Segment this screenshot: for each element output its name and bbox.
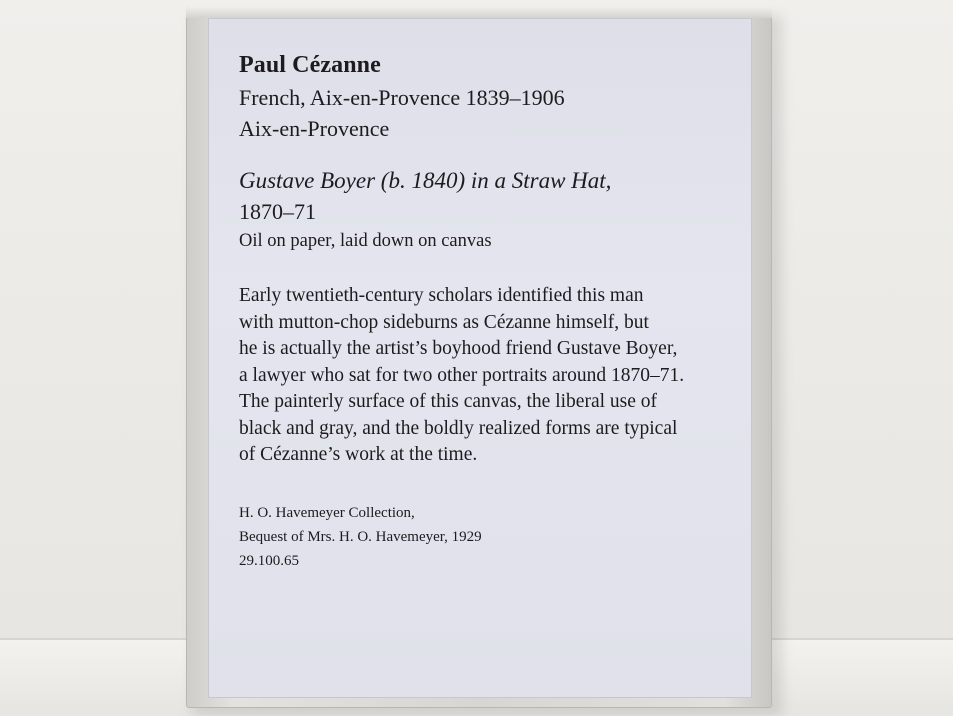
artwork-date: 1870–71 bbox=[239, 199, 316, 224]
description-line: The painterly surface of this canvas, the liberal use of bbox=[239, 391, 658, 412]
description-line: Early twentieth-century scholars identified this man bbox=[239, 285, 644, 306]
label-frame-top-edge bbox=[186, 6, 772, 18]
description-line: a lawyer who sat for two other portraits around 1870–71. bbox=[239, 364, 685, 386]
accession-number: 29.100.65 bbox=[239, 553, 299, 569]
description-line: black and gray, and the boldly realized forms are typical bbox=[239, 417, 678, 439]
museum-label-card bbox=[208, 18, 752, 698]
credit-collection: H. O. Havemeyer Collection, bbox=[239, 505, 415, 521]
artwork-place: Aix-en-Provence bbox=[239, 116, 390, 141]
artist-nationality: French, Aix-en-Provence 1839–1906 bbox=[239, 85, 565, 110]
artist-name: Paul Cézanne bbox=[239, 52, 381, 78]
artwork-title: Gustave Boyer (b. 1840) in a Straw Hat, bbox=[239, 168, 612, 193]
credit-line-block bbox=[239, 501, 482, 573]
description-line: with mutton-chop sideburns as Cézanne himself, but bbox=[239, 311, 649, 333]
credit-bequest: Bequest of Mrs. H. O. Havemeyer, 1929 bbox=[239, 529, 482, 545]
artwork-description bbox=[239, 283, 754, 469]
description-line: of Cézanne’s work at the time. bbox=[239, 444, 478, 465]
description-line: he is actually the artist’s boyhood friend Gustave Boyer, bbox=[239, 338, 678, 359]
artwork-medium: Oil on paper, laid down on canvas bbox=[239, 231, 492, 251]
